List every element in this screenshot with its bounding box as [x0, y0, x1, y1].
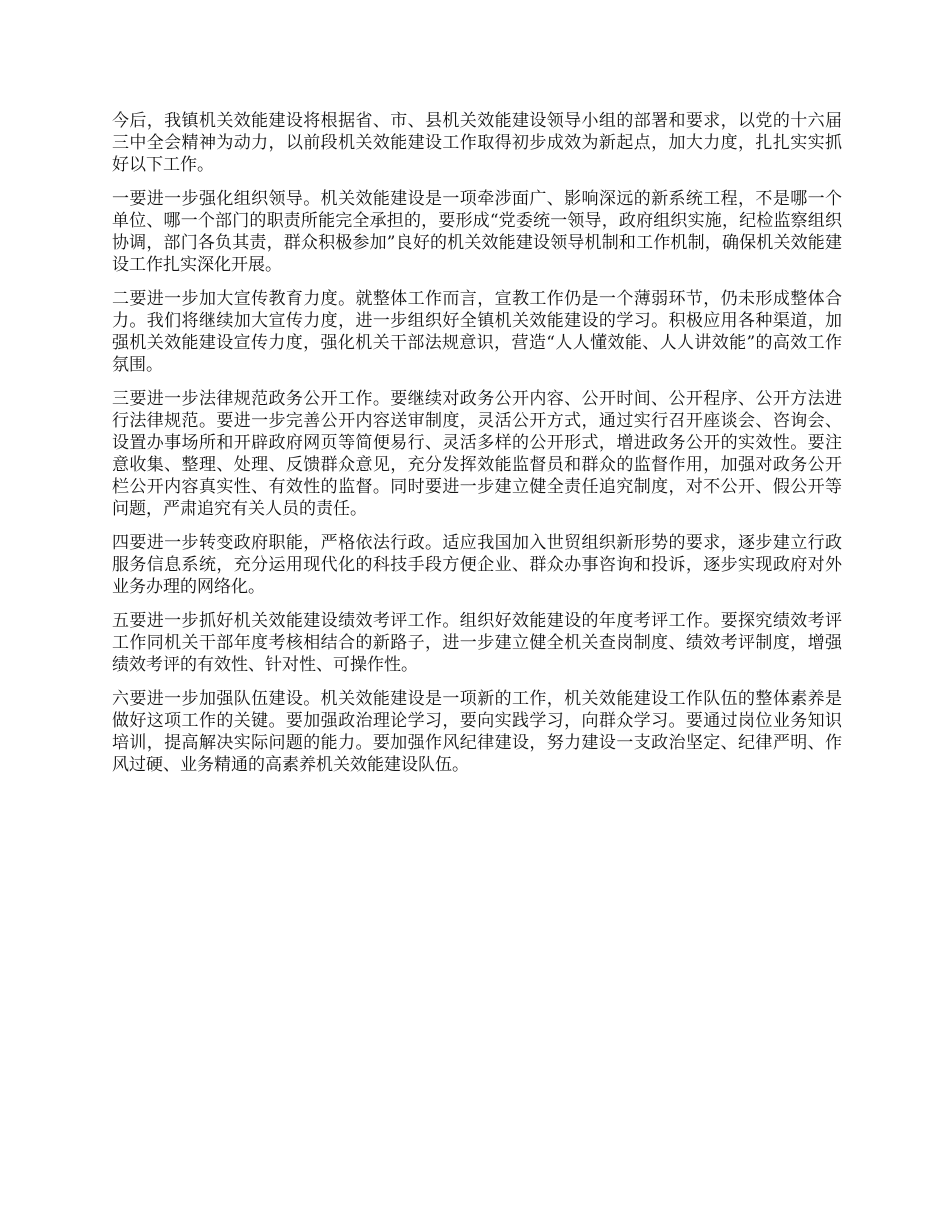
paragraph-government-functions: 四要进一步转变政府职能，严格依法行政。适应我国加入世贸组织新形势的要求，逐步建立行政服务信息系统，充分运用现代化的科技手段方便企业、群众办事咨询和投诉，逐步实现政府对外业务办理的网络化。 [112, 533, 842, 597]
document-page [112, 110, 842, 788]
paragraph-organization-leadership: 一要进一步强化组织领导。机关效能建设是一项牵涉面广、影响深远的新系统工程，不是哪一个单位、哪一个部门的职责所能完全承担的，要形成“党委统一领导，政府组织实施，纪检监察组织协调，部门各负其责，群众积极参加”良好的机关效能建设领导机制和工作机制，确保机关效能建设工作扎实深化开展。 [112, 189, 842, 275]
paragraph-intro: 今后，我镇机关效能建设将根据省、市、县机关效能建设领导小组的部署和要求，以党的十六届三中全会精神为动力，以前段机关效能建设工作取得初步成效为新起点，加大力度，扎扎实实抓好以下工作。 [112, 111, 842, 175]
paragraph-performance-evaluation: 五要进一步抓好机关效能建设绩效考评工作。组织好效能建设的年度考评工作。要探究绩效考评工作同机关干部年度考核相结合的新路子，进一步建立健全机关查岗制度、绩效考评制度，增强绩效考评的有效性、针对性、可操作性。 [112, 611, 842, 675]
paragraph-team-building: 六要进一步加强队伍建设。机关效能建设是一项新的工作，机关效能建设工作队伍的整体素养是做好这项工作的关键。要加强政治理论学习，要向实践学习，向群众学习。要通过岗位业务知识培训，提高解决实际问题的能力。要加强作风纪律建设，努力建设一支政治坚定、纪律严明、作风过硬、业务精通的高素养机关效能建设队伍。 [112, 689, 842, 775]
paragraph-publicity-education: 二要进一步加大宣传教育力度。就整体工作而言，宣教工作仍是一个薄弱环节，仍未形成整体合力。我们将继续加大宣传力度，进一步组织好全镇机关效能建设的学习。积极应用各种渠道，加强机关效能建设宣传力度，强化机关干部法规意识，营造“人人懂效能、人人讲效能”的高效工作氛围。 [112, 289, 842, 375]
paragraph-government-openness: 三要进一步法律规范政务公开工作。要继续对政务公开内容、公开时间、公开程序、公开方法进行法律规范。要进一步完善公开内容送审制度，灵活公开方式，通过实行召开座谈会、咨询会、设置办事场所和开辟政府网页等简便易行、灵活多样的公开形式，增进政务公开的实效性。要注意收集、整理、处理、反馈群众意见，充分发挥效能监督员和群众的监督作用，加强对政务公开栏公开内容真实性、有效性的监督。同时要进一步建立健全责任追究制度，对不公开、假公开等问题，严肃追究有关人员的责任。 [112, 389, 842, 519]
